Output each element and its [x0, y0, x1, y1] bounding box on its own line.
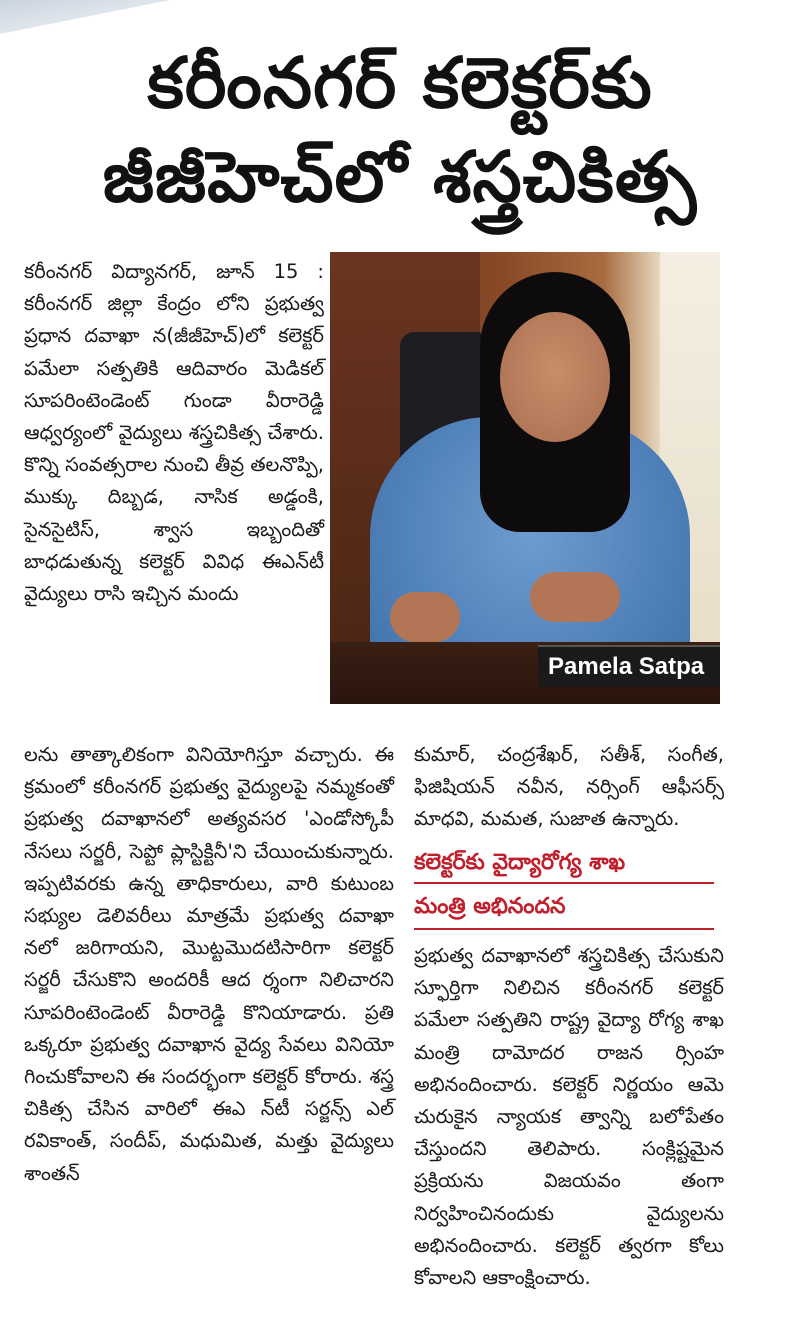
subheading-line-2: మంత్రి అభినందన	[414, 894, 566, 919]
headline-line-1: కరీంనగర్ కలెక్టర్‌కు	[147, 42, 653, 124]
article-column-right-bottom	[414, 940, 724, 1294]
subheading-underline	[414, 928, 714, 930]
subheading-underline	[414, 882, 714, 884]
article-column-left-bottom	[24, 739, 394, 1190]
article-column-left-top	[24, 256, 324, 610]
collector-photo	[330, 252, 720, 704]
page-corner-decoration	[0, 0, 170, 34]
article-paragraph: కరీంనగర్ విద్యానగర్, జూన్ 15 : కరీంనగర్ జిల్లా కేంద్రం లోని ప్రభుత్వ ప్రధాన దవాఖా న(జీజీహెచ్)లో కలెక్టర్ పమేలా సత్పతికి ఆదివారం మెడికల్ సూపరింటెండెంట్ గుండా వీరారెడ్డి ఆధ్వర్యంలో వైద్యులు శస్త్రచికిత్స చేశారు. కొన్ని సంవత్సరాల నుంచి తీవ్ర తలనొప్పి, ముక్కు దిబ్బడ, నాసిక అడ్డంకి, సైనసైటిస్, శ్వాస ఇబ్బందితో బాధడుతున్న కలెక్టర్ వివిధ ఈఎన్‌టీ వైద్యులు రాసి ఇచ్చిన మందు	[24, 260, 324, 606]
photo-person-face	[500, 312, 610, 442]
article-column-right-top	[414, 739, 724, 836]
headline-line-2: జీజీహెచ్‌లో శస్త్రచికిత్స	[102, 136, 698, 218]
article-paragraph: లను తాత్కాలికంగా వినియోగిస్తూ వచ్చారు. ఈ క్రమంలో కరీంనగర్ ప్రభుత్వ వైద్యులపై నమ్మకంతో ప్రభుత్వ దవాఖానలో అత్యవసర 'ఎండోస్కోపీ నేసలు సర్జరీ, సెప్టో ప్లాస్టిక్టినీ'ని చేయించుకున్నారు. ఇప్పటివరకు ఉన్న తాధికారులు, వారి కుటుంబ సభ్యుల డెలివరీలు మాత్రమే ప్రభుత్వ దవాఖా నలో జరిగాయని, మొట్టమొదటిసారిగా కలెక్టర్ సర్జరీ చేసుకొని అందరికీ ఆద ర్శంగా నిలిచారని సూపరింటెండెంట్ వీరారెడ్డి కొనియాడారు. ప్రతి ఒక్కరూ ప్రభుత్వ దవాఖాన వైద్య సేవలు వినియో గించుకోవాలని ఈ సందర్భంగా కలెక్టర్ కోరారు. శస్త్ర చికిత్స చేసిన వారిలో ఈఎ న్‌టీ సర్జన్స్ ఎల్ రవికాంత్, సందీప్, మధుమిత, మత్తు వైద్యులు శాంతన్	[24, 743, 394, 1185]
photo-person-hand	[390, 592, 460, 642]
subheading-line-1: కలెక్టర్‌కు వైద్యారోగ్య శాఖ	[414, 850, 626, 875]
article-paragraph: కుమార్, చంద్రశేఖర్, సతీశ్, సంగీత, ఫిజిషియన్ నవీన, నర్సింగ్ ఆఫీసర్స్ మాధవి, మమత, సుజాత ఉన్నారు.	[414, 743, 724, 831]
article-paragraph: ప్రభుత్వ దవాఖానలో శస్త్రచికిత్స చేసుకుని స్ఫూర్తిగా నిలిచిన కరీంనగర్ కలెక్టర్ పమేలా సత్పతిని రాష్ట్ర వైద్యా రోగ్య శాఖ మంత్రి దామోదర రాజన ర్సింహ అభినందించారు. కలెక్టర్ నిర్ణయం ఆమె చురుకైన న్యాయక త్వాన్ని బలోపేతం చేస్తుందని తెలిపారు. సంక్లిష్టమైన ప్రక్రియను విజయవం తంగా నిర్వహించినందుకు వైద్యులను అభినందించారు. కలెక్టర్ త్వరగా కోలు కోవాలని ఆకాంక్షించారు.	[414, 944, 724, 1290]
headline	[20, 36, 780, 224]
photo-person-hand	[530, 572, 620, 622]
photo-nameplate: Pamela Satpa	[538, 645, 720, 687]
